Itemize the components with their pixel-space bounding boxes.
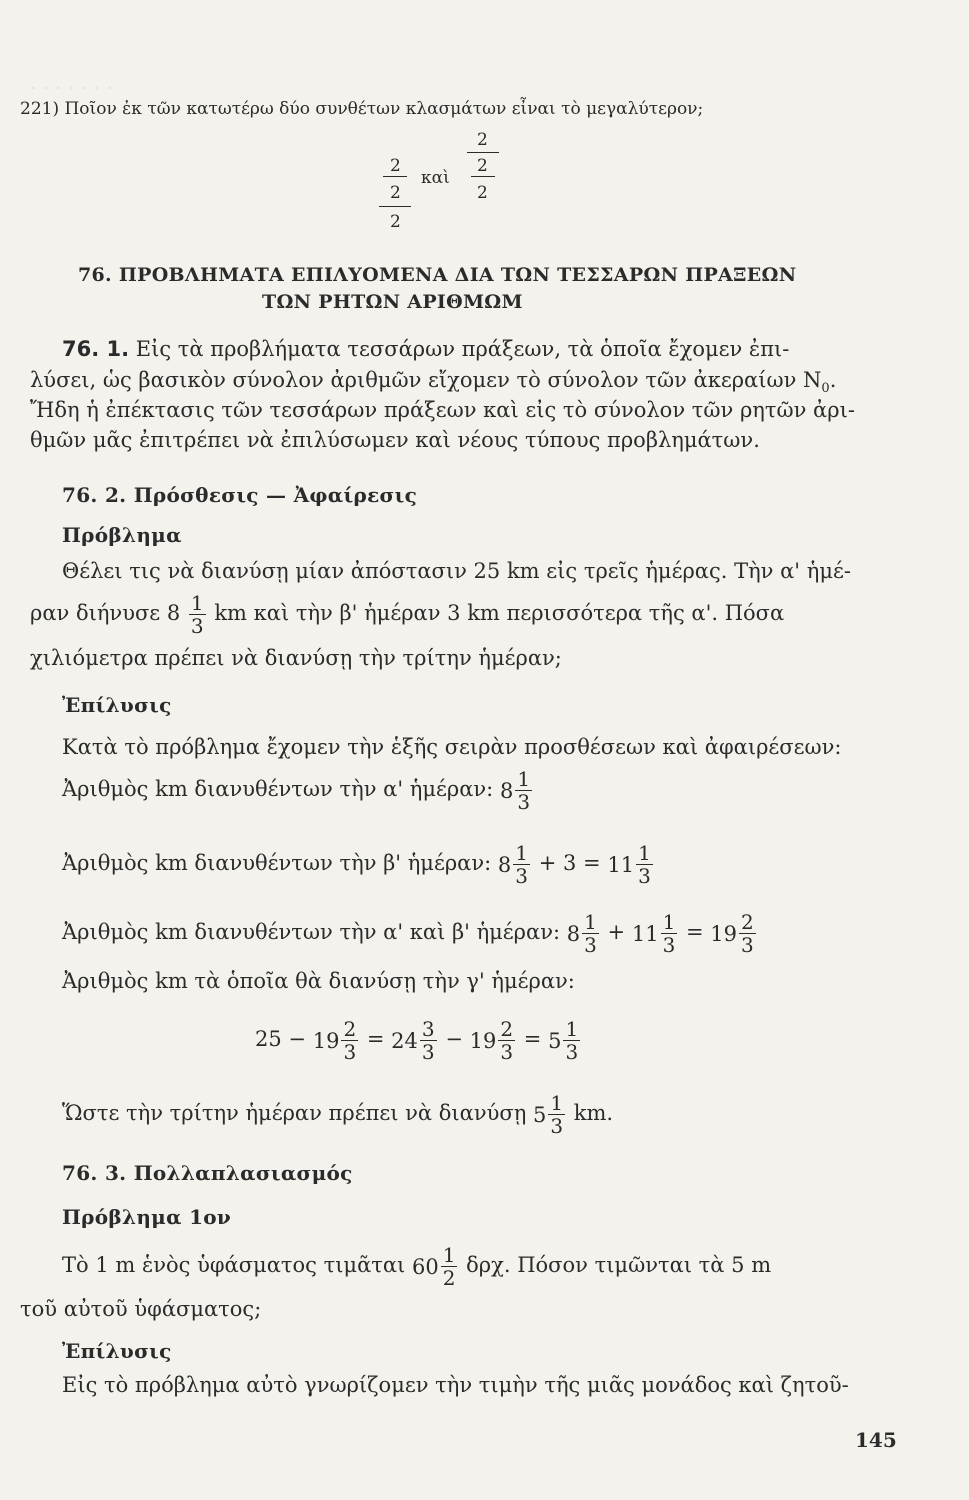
problem1-line2: τοῦ αὐτοῦ ὑφάσματος;: [20, 1297, 262, 1321]
problem1-line1a: Τὸ 1 m ἑνὸς ὑφάσματος τιμᾶται: [62, 1253, 406, 1277]
section-76-title-line2: ΤΩΝ ΡΗΤΩΝ ΑΡΙΘΜΩΜ: [262, 291, 523, 313]
mixed-19-2-3: 19 $\frac{2}{3}$: [710, 910, 754, 957]
mixed-60-1-2: 60 $\frac{1}{2}$: [411, 1243, 456, 1290]
solution-day12-text: Ἀριθμὸς km διανυθέντων τὴν α' καὶ β' ἡμέραν:: [62, 920, 561, 944]
subscript-zero: 0: [821, 381, 830, 397]
left-num-num: 2: [390, 156, 401, 176]
section-76-3-title: 76. 3. Πολλαπλασιασμός: [62, 1161, 353, 1185]
solution-day12: Ἀριθμὸς km διανυθέντων τὴν α' καὶ β' ἡμέραν: 8 $\frac{1}{3}$ + 11 $\frac{1}{3}$ = 19 $\frac{2}{3}$: [62, 911, 758, 956]
right-inner-bar: [471, 176, 495, 177]
para-76-1-number: 76. 1.: [62, 337, 130, 361]
problem-line2: [30, 592, 784, 637]
problem-line2a: ραν διήνυσε 8: [30, 601, 181, 625]
left-main-bar: [379, 206, 411, 207]
right-main-bar: [467, 152, 499, 153]
right-den-num: 2: [477, 156, 488, 176]
compound-fractions: [375, 128, 505, 238]
question-221: 221) Ποῖον ἐκ τῶν κατωτέρω δύο συνθέτων κλασμάτων εἶναι τὸ μεγαλύτερον;: [20, 99, 704, 119]
show-through-text: . . . . . . .: [30, 70, 113, 94]
solution2-line1: Εἰς τὸ πρόβλημα αὐτὸ γνωρίζομεν τὴν τιμὴν τῆς μιᾶς μονάδος καὶ ζητοῦ-: [62, 1373, 849, 1397]
para-76-1-text2: λύσει, ὡς βασικὸν σύνολον ἀριθμῶν εἴχομεν τὸ σύνολον τῶν ἀκεραίων N: [30, 368, 822, 392]
solution-day2-text: Ἀριθμὸς km διανυθέντων τὴν β' ἡμέραν:: [62, 851, 492, 875]
mixed-5-1-3: 5 $\frac{1}{3}$: [548, 1017, 579, 1064]
problem-line2b: km καὶ τὴν β' ἡμέραν 3 km περισσότερα τῆς α'. Πόσα: [214, 601, 785, 625]
solution-label: Ἐπίλυσις: [62, 693, 172, 717]
left-den: 2: [390, 212, 401, 232]
right-den-den: 2: [477, 183, 488, 203]
left-num-den: 2: [390, 183, 401, 203]
solution-day1: [62, 768, 534, 813]
para-76-1-line1: [62, 336, 789, 362]
solution-day3: Ἀριθμὸς km τὰ ὁποῖα θὰ διανύσῃ τὴν γ' ἡμέραν:: [62, 969, 575, 993]
section-76-title-line1: 76. ΠΡΟΒΛΗΜΑΤΑ ΕΠΙΛΥΟΜΕΝΑ ΔΙΑ ΤΩΝ ΤΕΣΣΑΡΩΝ ΠΡΑΞΕΩΝ: [78, 264, 797, 286]
solution-day3-calc: 25 − 19 $\frac{2}{3}$ = 24 $\frac{3}{3}$ − 19 $\frac{2}{3}$ = 5 $\frac{1}{3}$: [255, 1018, 582, 1063]
mixed-11-1-3: 11 $\frac{1}{3}$: [607, 841, 651, 888]
solution-intro: Κατὰ τὸ πρόβλημα ἔχομεν τὴν ἑξῆς σειρὰν προσθέσεων καὶ ἀφαιρέσεων:: [62, 735, 842, 759]
solution-final-text: Ὥστε τὴν τρίτην ἡμέραν πρέπει νὰ διανύσῃ: [62, 1101, 527, 1125]
para-76-1-line3: Ἤδη ἡ ἐπέκτασις τῶν τεσσάρων πράξεων καὶ εἰς τὸ σύνολον τῶν ρητῶν ἀρι-: [30, 398, 855, 422]
solution-day2: Ἀριθμὸς km διανυθέντων τὴν β' ἡμέραν: 8 $\frac{1}{3}$ + 3 = 11 $\frac{1}{3}$: [62, 842, 655, 887]
page-number: 145: [855, 1428, 897, 1452]
problem-1-label: Πρόβλημα 1ον: [62, 1205, 232, 1229]
mixed-8-1-3: 8 $\frac{1}{3}$: [499, 767, 531, 814]
para-76-1-line4: θμῶν μᾶς ἐπιτρέπει νὰ ἐπιλύσωμεν καὶ νέους τύπους προβλημάτων.: [30, 428, 760, 452]
right-num: 2: [477, 130, 488, 150]
fraction-1-3: $\frac{1}{3}$: [190, 591, 204, 638]
problem-line1: Θέλει τις νὰ διανύσῃ μίαν ἀπόστασιν 25 km εἰς τρεῖς ἡμέρας. Τὴν α' ἡμέ-: [62, 559, 851, 583]
problem1-line1: [62, 1244, 771, 1289]
problem-label: Πρόβλημα: [62, 523, 182, 547]
and-word: καὶ: [421, 168, 450, 188]
solution2-label: Ἐπίλυσις: [62, 1339, 172, 1363]
para-76-1-line2: λύσει, ὡς βασικὸν σύνολον ἀριθμῶν εἴχομεν τὸ σύνολον τῶν ἀκεραίων $N_0$.: [30, 368, 837, 397]
problem-line3: χιλιόμετρα πρέπει νὰ διανύσῃ τὴν τρίτην ἡμέραν;: [30, 646, 562, 670]
para-76-1-text1: Εἰς τὰ προβλήματα τεσσάρων πράξεων, τὰ ὁποῖα ἔχομεν ἐπι-: [135, 337, 790, 361]
problem1-line1b: δρχ. Πόσον τιμῶνται τὰ 5 m: [466, 1253, 772, 1277]
section-76-2-title: 76. 2. Πρόσθεσις — Ἀφαίρεσις: [62, 483, 418, 507]
solution-day1-text: Ἀριθμὸς km διανυθέντων τὴν α' ἡμέραν:: [62, 777, 494, 801]
solution-final: Ὥστε τὴν τρίτην ἡμέραν πρέπει νὰ διανύσῃ 5 $\frac{1}{3}$ km.: [62, 1091, 614, 1138]
left-inner-bar: [383, 176, 407, 177]
